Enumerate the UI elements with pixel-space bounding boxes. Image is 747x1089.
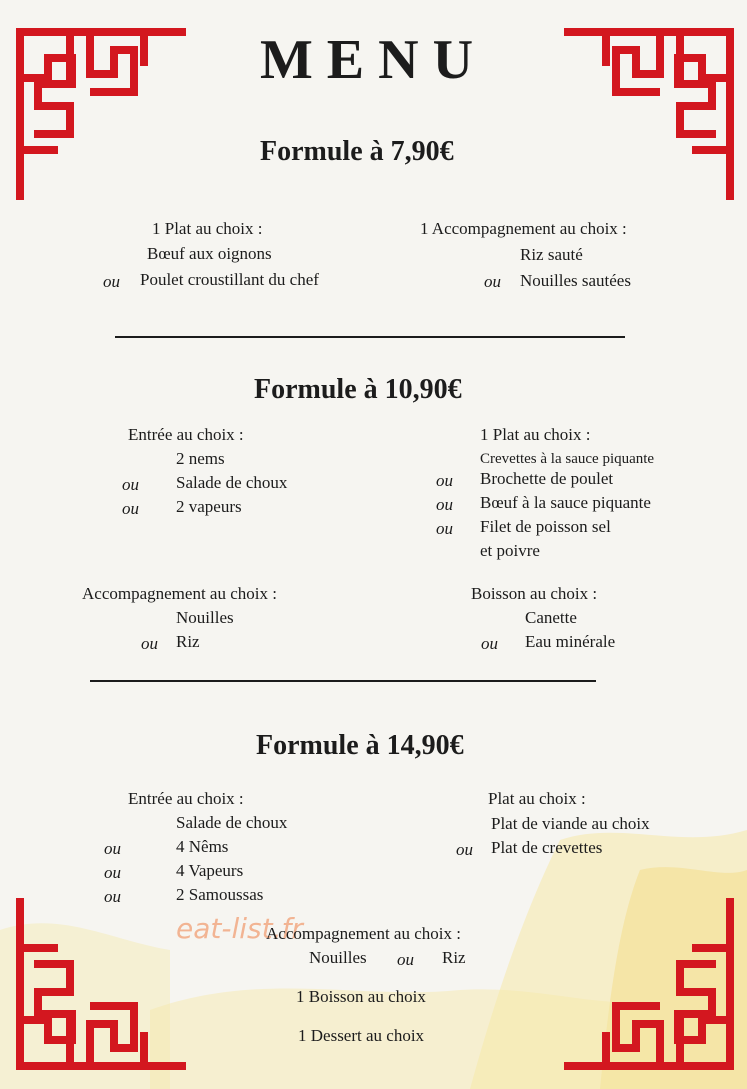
formule-1-plat-option-2: Poulet croustillant du chef — [140, 270, 319, 289]
ornament-bottom-right-icon — [556, 896, 736, 1076]
formule-3-accompagnement-ou: ou — [397, 950, 414, 969]
formule-3-entree-option-1: Salade de choux — [176, 813, 288, 832]
formule-1-accompagnement-label: 1 Accompagnement au choix : — [420, 219, 627, 238]
formule-2-entree-option-2: Salade de choux — [176, 473, 288, 492]
formule-1-plat-ou: ou — [103, 272, 120, 291]
formule-2-plat-ou-1: ou — [436, 471, 453, 490]
formule-2-plat-label: 1 Plat au choix : — [480, 425, 591, 444]
watermark: eat-list.fr — [176, 912, 303, 945]
formule-3-plat-option-1: Plat de viande au choix — [491, 814, 650, 833]
formule-3-dessert: 1 Dessert au choix — [298, 1026, 425, 1045]
formule-3-entree-ou-1: ou — [104, 839, 121, 858]
formule-2-heading: Formule à 10,90€ — [254, 374, 462, 405]
formule-1-heading: Formule à 7,90€ — [260, 136, 454, 167]
formule-2-boisson-label: Boisson au choix : — [471, 584, 598, 603]
formule-3-plat-option-2: Plat de crevettes — [491, 838, 603, 857]
formule-3-boisson: 1 Boisson au choix — [296, 987, 426, 1006]
formule-3-entree-label: Entrée au choix : — [128, 789, 244, 808]
formule-2-boisson-option-2: Eau minérale — [525, 632, 616, 651]
formule-3-entree-option-4: 2 Samoussas — [176, 885, 264, 904]
formule-2-plat-option-4-line-2: et poivre — [480, 541, 540, 560]
formule-2-entree-option-1: 2 nems — [176, 449, 225, 468]
formule-3-accompagnement-option-1: Nouilles — [309, 948, 367, 967]
formule-3-entree-ou-2: ou — [104, 863, 121, 882]
formule-2-accompagnement-label: Accompagnement au choix : — [82, 584, 277, 603]
menu-title: MENU — [259, 29, 488, 91]
formule-1-accompagnement-ou: ou — [484, 272, 501, 291]
formule-2-plat-ou-2: ou — [436, 495, 453, 514]
formule-2-accompagnement-option-2: Riz — [176, 632, 200, 651]
formule-2-plat-option-1: Crevettes à la sauce piquante — [480, 451, 655, 467]
formule-2-entree-ou-1: ou — [122, 475, 139, 494]
formule-2-entree-option-3: 2 vapeurs — [176, 497, 242, 516]
formule-1-plat-option-1: Bœuf aux oignons — [147, 244, 272, 263]
formule-3-entree-ou-3: ou — [104, 887, 121, 906]
divider-2 — [90, 680, 596, 682]
formule-2-entree-ou-2: ou — [122, 499, 139, 518]
formule-3-accompagnement-label: Accompagnement au choix : — [266, 924, 461, 943]
formule-3-heading: Formule à 14,90€ — [256, 730, 464, 761]
formule-2-accompagnement-option-1: Nouilles — [176, 608, 234, 627]
formule-1-plat-label: 1 Plat au choix : — [152, 219, 263, 238]
formule-3-entree-option-2: 4 Nêms — [176, 837, 229, 856]
formule-2-entree-label: Entrée au choix : — [128, 425, 244, 444]
ornament-bottom-left-icon — [14, 896, 194, 1076]
formule-3-plat-ou: ou — [456, 840, 473, 859]
formule-3-entree-option-3: 4 Vapeurs — [176, 861, 244, 880]
formule-2-plat-option-3: Bœuf à la sauce piquante — [480, 493, 651, 512]
formule-2-plat-option-4-line-1: Filet de poisson sel — [480, 517, 611, 536]
formule-2-boisson-ou: ou — [481, 634, 498, 653]
formule-3-plat-label: Plat au choix : — [488, 789, 586, 808]
formule-1-accompagnement-option-1: Riz sauté — [520, 245, 583, 264]
formule-1-accompagnement-option-2: Nouilles sautées — [520, 271, 631, 290]
formule-2-plat-option-2: Brochette de poulet — [480, 469, 614, 488]
divider-1 — [115, 336, 625, 338]
formule-2-boisson-option-1: Canette — [525, 608, 577, 627]
formule-2-plat-ou-3: ou — [436, 519, 453, 538]
formule-2-accompagnement-ou: ou — [141, 634, 158, 653]
formule-3-accompagnement-option-2: Riz — [442, 948, 466, 967]
